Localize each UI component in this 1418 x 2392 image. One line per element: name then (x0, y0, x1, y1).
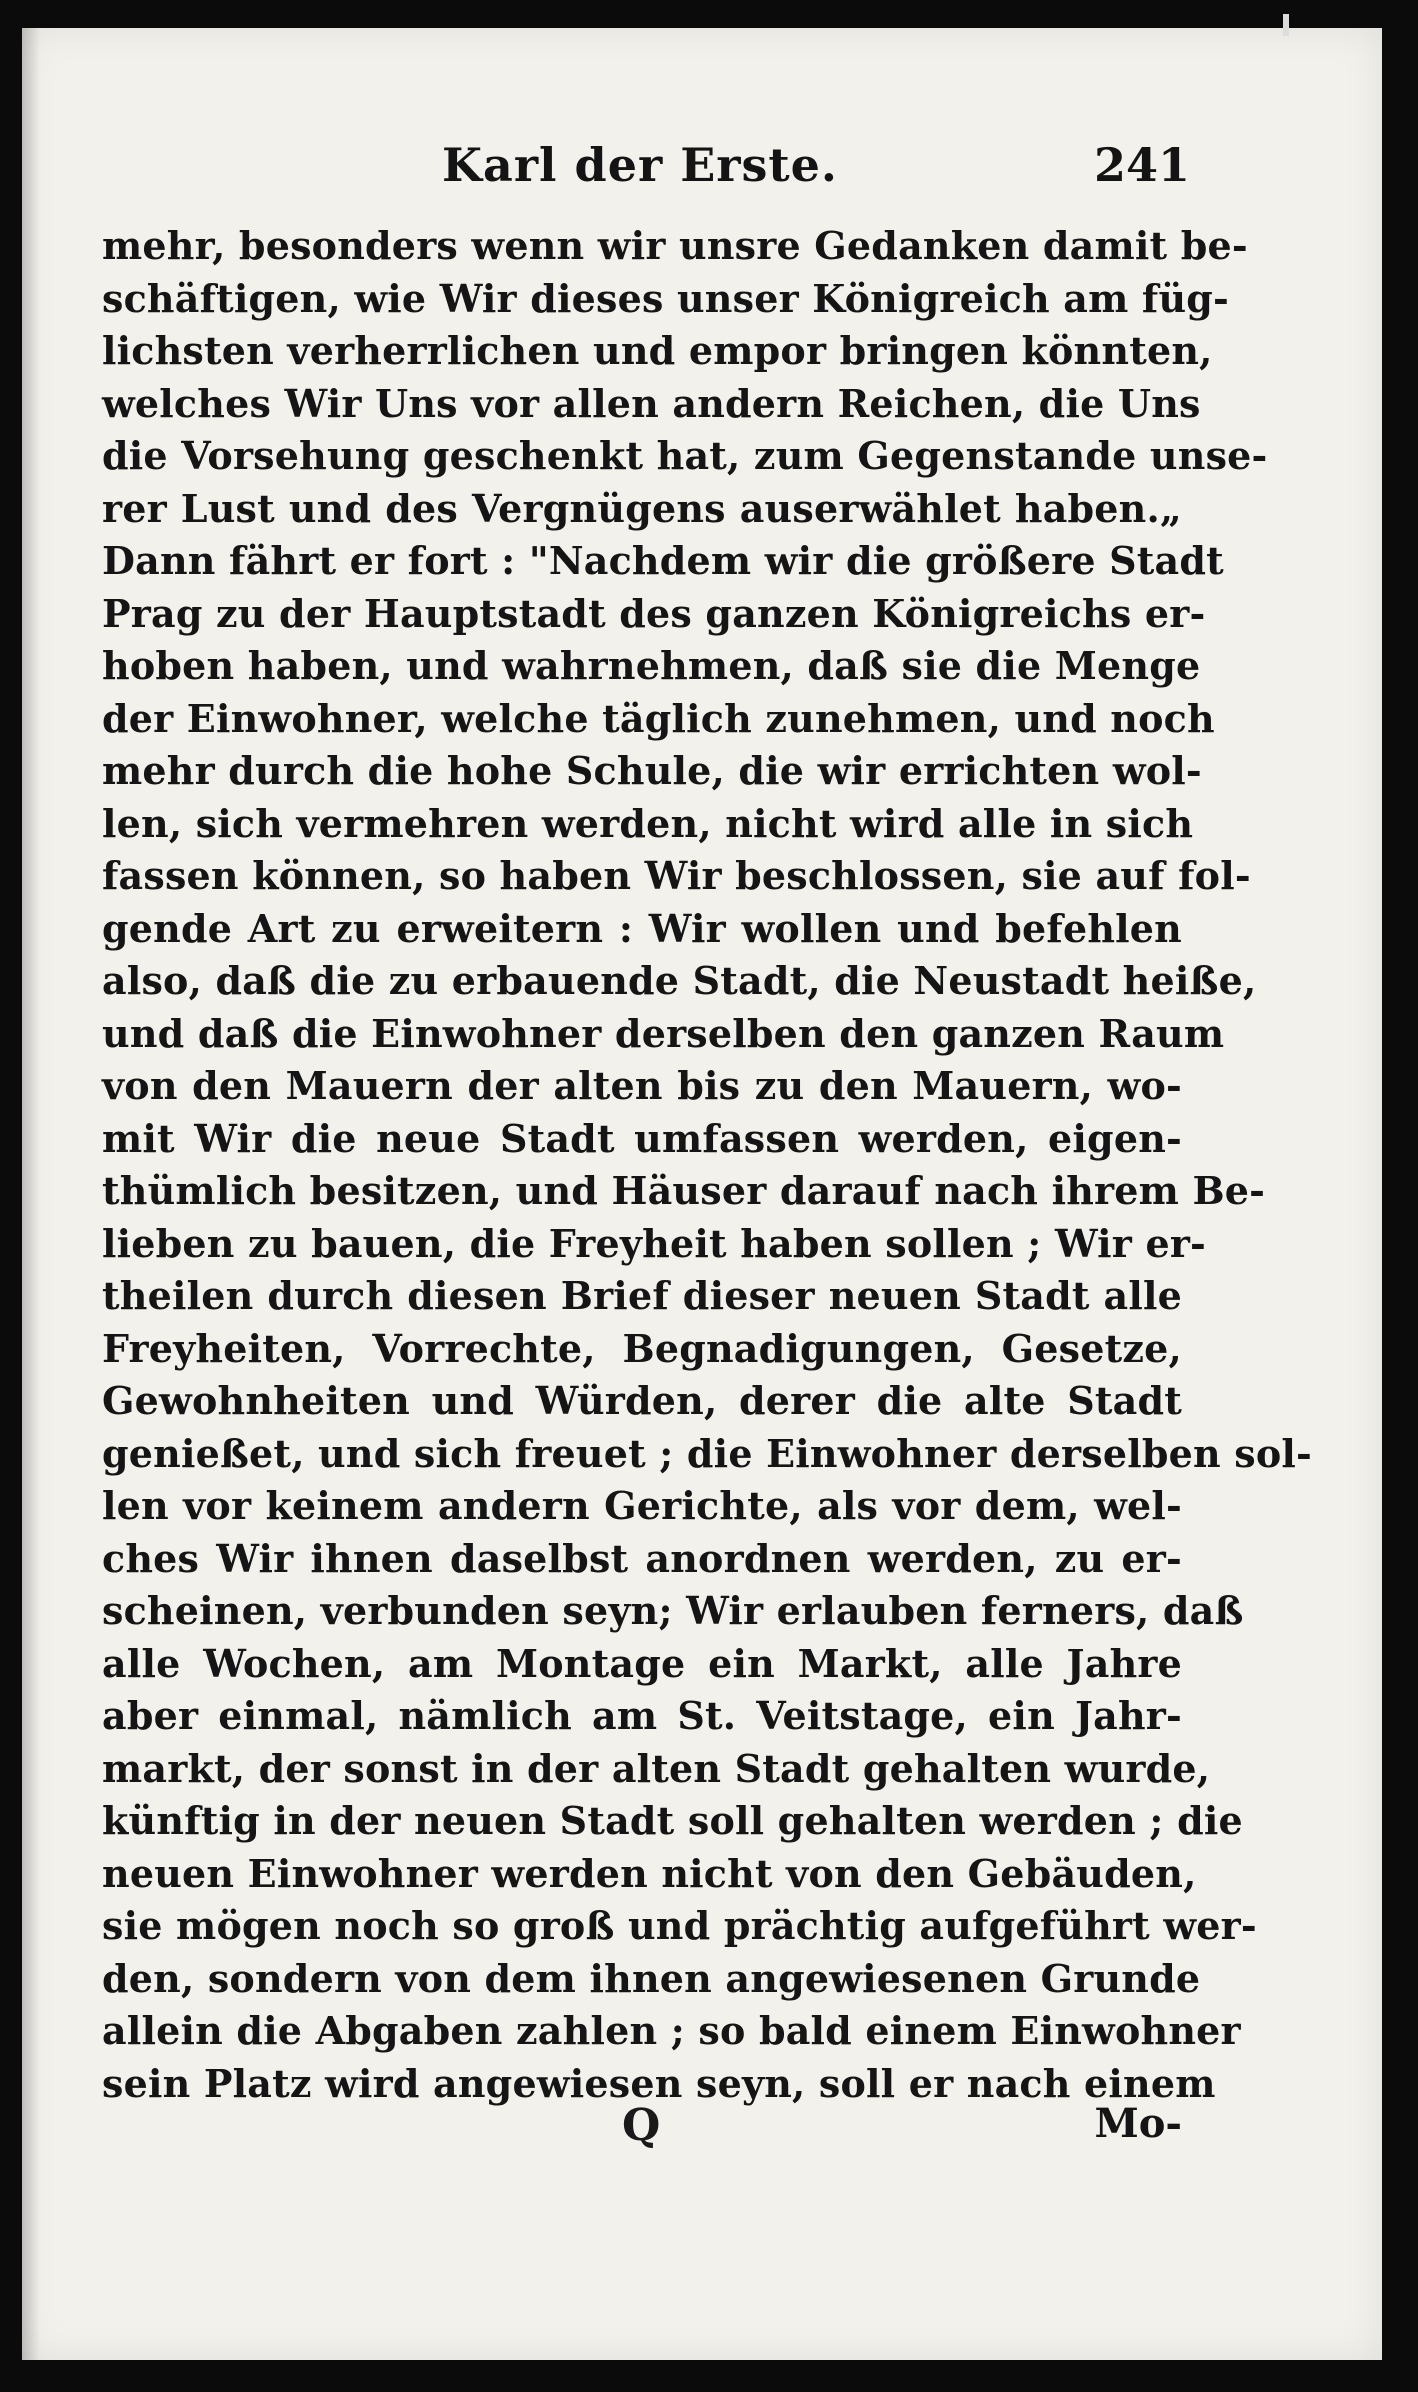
text-line: und daß die Einwohner derselben den ganzen Raum (102, 1010, 1225, 1056)
page-number: 241 (1093, 138, 1190, 192)
text-line: von den Mauern der alten bis zu den Mauern, wo- (102, 1063, 1182, 1108)
text-line: lichsten verherrlichen und empor bringen könnten, (102, 328, 1213, 373)
text-line: mit Wir die neue Stadt umfassen werden, eigen- (102, 1115, 1182, 1161)
text-line: genießet, und sich freuet ; die Einwohner derselben sol- (102, 1430, 1313, 1476)
text-line: aber einmal, nämlich am St. Veitstage, ein Jahr- (102, 1693, 1182, 1738)
text-line: markt, der sonst in der alten Stadt gehalten wurde, (102, 1745, 1211, 1791)
text-line: die Vorsehung geschenkt hat, zum Gegenstande unse- (102, 433, 1268, 478)
text-line: sie mögen noch so groß und prächtig aufgeführt wer- (102, 1903, 1257, 1948)
text-line: welches Wir Uns vor allen andern Reichen, die Uns (102, 380, 1201, 426)
text-line: ches Wir ihnen daselbst anordnen werden, zu er- (102, 1535, 1182, 1581)
page-header (100, 138, 1190, 198)
body-text (102, 220, 1313, 2110)
gutter-shadow (22, 28, 40, 2360)
text-line: allein die Abgaben zahlen ; so bald einem Einwohner (102, 2008, 1241, 2053)
text-line: len vor keinem andern Gerichte, als vor dem, wel- (102, 1483, 1182, 1528)
text-line: mehr durch die hohe Schule, die wir errichten wol- (102, 748, 1202, 793)
text-line: lieben zu bauen, die Freyheit haben sollen ; Wir er- (102, 1220, 1207, 1266)
text-line: also, daß die zu erbauende Stadt, die Neustadt heiße, (102, 958, 1257, 1003)
text-line: künftig in der neuen Stadt soll gehalten werden ; die (102, 1798, 1243, 1843)
text-line: gende Art zu erweitern : Wir wollen und befehlen (102, 905, 1182, 951)
edge-mark (1283, 14, 1289, 36)
text-line: sein Platz wird angewiesen seyn, soll er nach einem (102, 2060, 1216, 2106)
catchword: Mo- (1094, 2100, 1182, 2147)
text-line: fassen können, so haben Wir beschlossen, sie auf fol- (102, 853, 1251, 898)
text-line: hoben haben, und wahrnehmen, daß sie die Menge (102, 643, 1201, 688)
text-line: der Einwohner, welche täglich zunehmen, und noch (102, 695, 1215, 741)
text-line: mehr, besonders wenn wir unsre Gedanken damit be- (102, 223, 1248, 268)
text-line: theilen durch diesen Brief dieser neuen Stadt alle (102, 1273, 1182, 1318)
text-line: Freyheiten, Vorrechte, Begnadigungen, Gesetze, (102, 1325, 1182, 1371)
text-line: scheinen, verbunden seyn; Wir erlauben ferners, daß (102, 1588, 1244, 1633)
running-head: Karl der Erste. (442, 138, 838, 192)
text-line: schäftigen, wie Wir dieses unser Königreich am füg- (102, 275, 1230, 321)
text-line: rer Lust und des Vergnügens auserwählet haben.„ (102, 485, 1182, 531)
text-line: alle Wochen, am Montage ein Markt, alle Jahre (102, 1640, 1182, 1686)
text-line: Prag zu der Hauptstadt des ganzen Königreichs er- (102, 590, 1206, 636)
text-line: len, sich vermehren werden, nicht wird alle in sich (102, 800, 1194, 846)
signature-mark: Q (622, 2100, 661, 2151)
text-line: neuen Einwohner werden nicht von den Gebäuden, (102, 1850, 1197, 1896)
text-line: thümlich besitzen, und Häuser darauf nach ihrem Be- (102, 1168, 1266, 1213)
text-line: den, sondern von dem ihnen angewiesenen Grunde (102, 1955, 1201, 2001)
text-line: Dann fährt er fort : "Nachdem wir die größere Stadt (102, 538, 1224, 583)
page-footer (102, 2100, 1182, 2160)
text-line: Gewohnheiten und Würden, derer die alte Stadt (102, 1378, 1182, 1423)
